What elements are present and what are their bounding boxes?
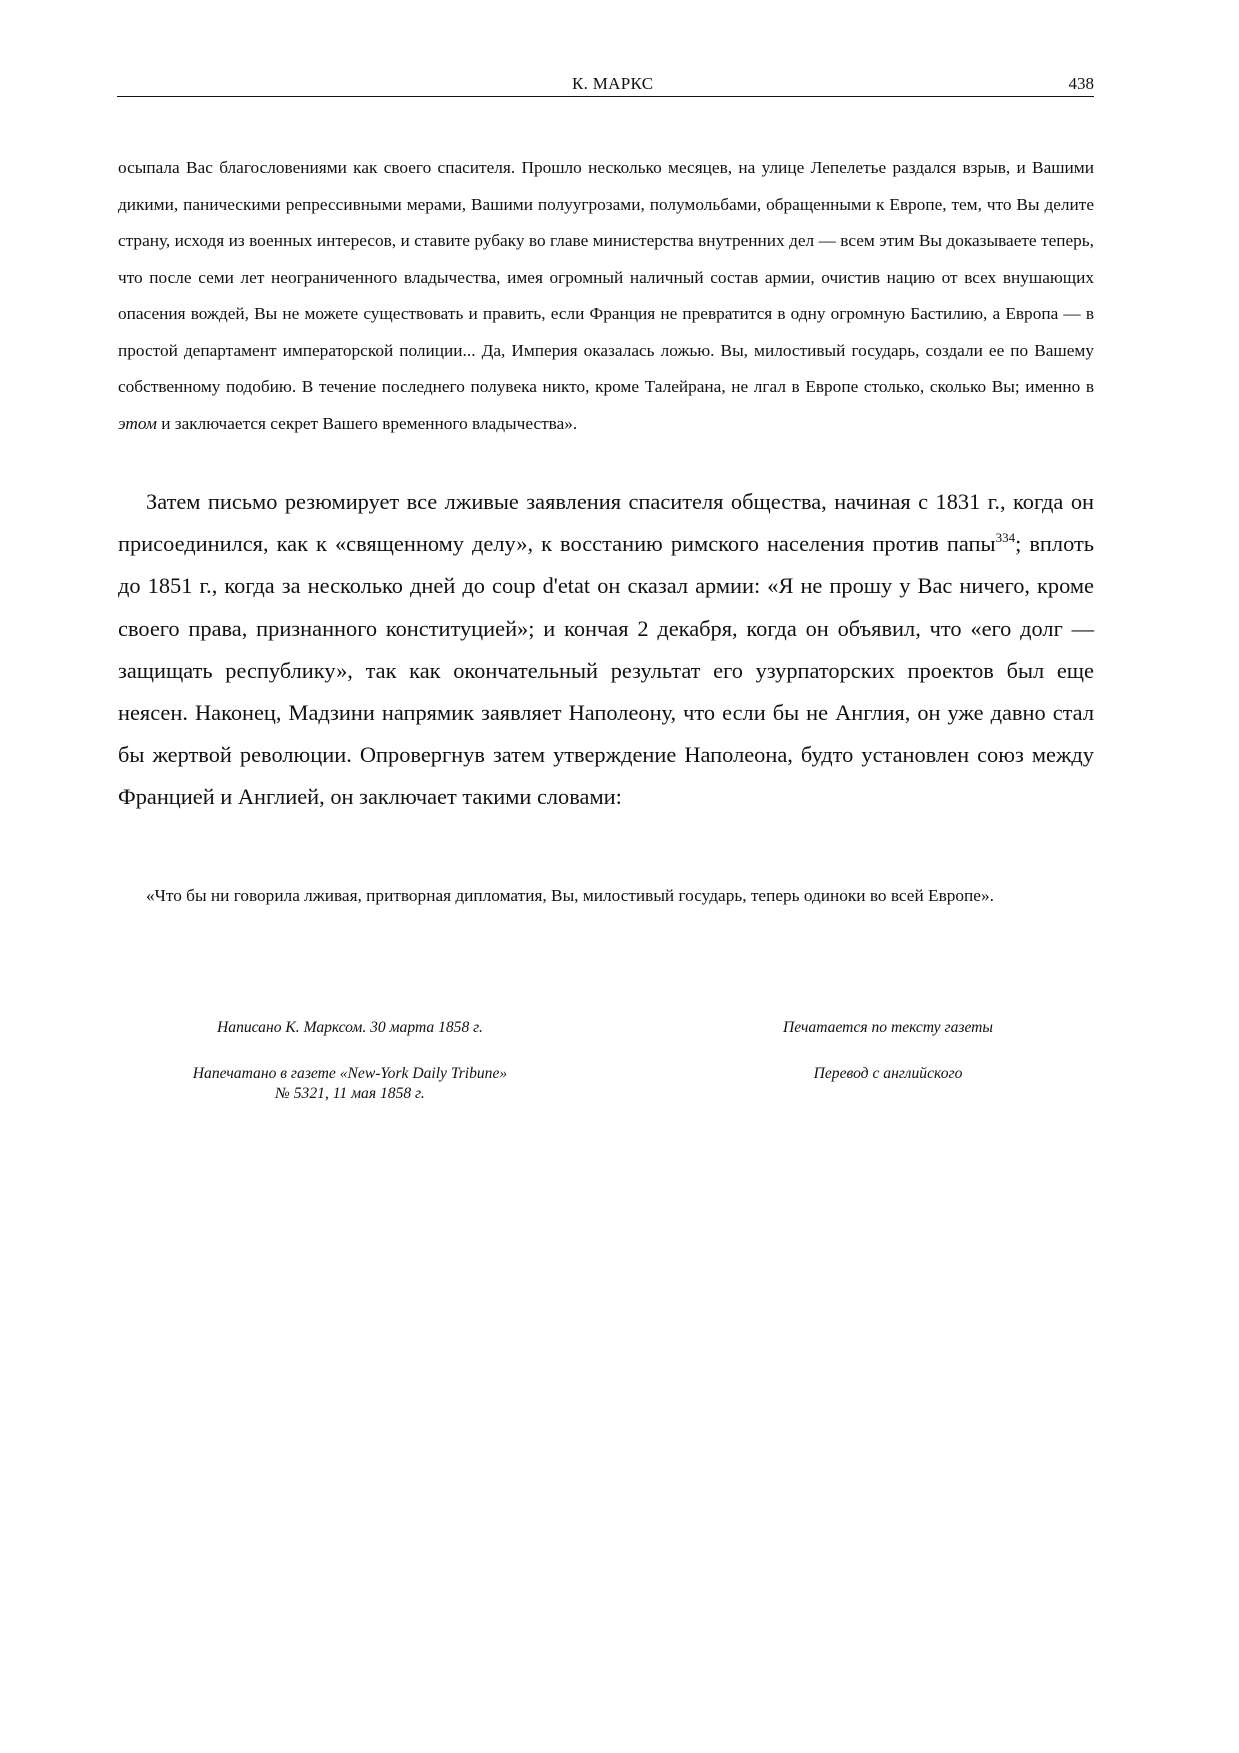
emphasized-word: этом	[118, 413, 157, 433]
quote-text-part1: осыпала Вас благословениями как своего спасителя. Прошло несколько месяцев, на улице Лепелетье раздался взрыв, и Вашими дикими, паническими репрессивными мерами, Вашими полуугрозами, полумольбами, обращенными к Европе, тем, что Вы делите страну, исходя из военных интересов, и ставите рубаку во главе министерства внутренних дел — всем этим Вы доказываете теперь, что после семи лет неограниченного владычества, имея огромный наличный состав армии, очистив нацию от всех внушающих опасения вождей, Вы не можете существовать и править, если Франция не превратится в одну огромную Бастилию, а Европа — в простой департамент императорской полиции... Да, Империя оказалась ложью. Вы, милостивый государь, создали ее по Вашему собственному подобию. В течение последнего полувека никто, кроме Талейрана, не лгал в Европе столько, сколько Вы; именно в	[118, 158, 1094, 396]
body-paragraph	[118, 481, 1094, 819]
translation-note: Перевод с английского	[813, 1065, 963, 1082]
publication-note-line1: Напечатано в газете «New-York Daily Tribune»	[192, 1065, 508, 1082]
body-text-part1: Затем письмо резюмирует все лживые заявления спасителя общества, начиная с 1831 г., когда он присоединился, как к «священному делу», к восстанию римского населения против папы	[118, 489, 1094, 557]
quoted-letter-excerpt	[118, 150, 1094, 442]
body-text-part2: ; вплоть до 1851 г., когда за несколько дней до coup d'etat он сказал армии: «Я не прошу у Вас ничего, кроме своего права, признанного конституцией»; и кончая 2 декабря, когда он объявил, что «его долг — защищать республику», так как окончательный результат его узурпаторских проектов был еще неясен. Наконец, Мадзини напрямик заявляет Наполеону, что если бы не Англия, он уже давно стал бы жертвой революции. Опровергнув затем утверждение Наполеона, будто установлен союз между Францией и Англией, он заключает такими словами:	[118, 531, 1094, 810]
page-number: 438	[1068, 74, 1094, 93]
publication-note-line2: № 5321, 11 мая 1858 г.	[275, 1085, 425, 1102]
written-date-note: Написано К. Марксом. 30 марта 1858 г.	[217, 1019, 483, 1036]
publication-note	[150, 1064, 550, 1104]
quote-text-part2: и заключается секрет Вашего временного владычества».	[156, 413, 578, 433]
header-author: К. МАРКС	[572, 74, 654, 93]
source-note: Печатается по тексту газеты	[783, 1019, 993, 1036]
running-header	[117, 72, 1094, 97]
footnote-reference[interactable]: 334	[995, 530, 1016, 546]
closing-quote: «Что бы ни говорила лживая, притворная дипломатия, Вы, милостивый государь, теперь одиноки во всей Европе».	[146, 886, 994, 905]
